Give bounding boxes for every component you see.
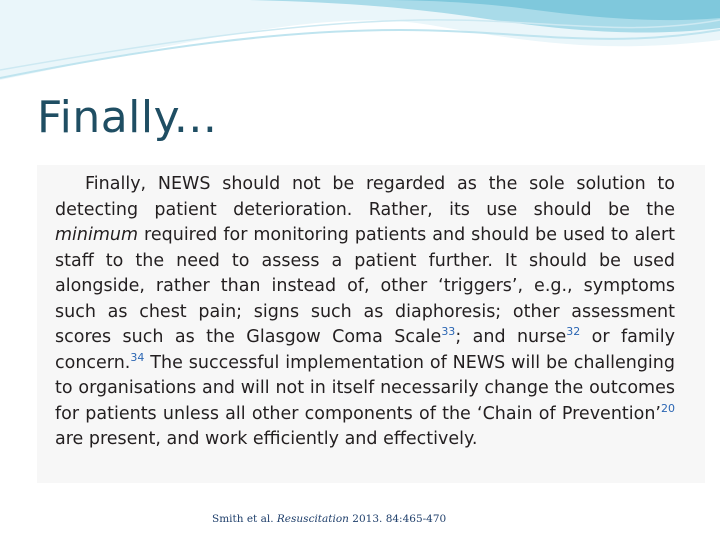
excerpt-paragraph — [55, 172, 675, 453]
citation-journal: Resuscitation — [276, 513, 349, 525]
reference-34[interactable]: 34 — [130, 350, 145, 364]
excerpt-text-5: The successful implementation of NEWS will be challenging to organisations and will not in itself necessarily change the outcomes for patients unless all other components of the ‘Chain of Prevention’ — [55, 352, 675, 424]
reference-33[interactable]: 33 — [441, 325, 456, 339]
excerpt-text-1: Finally, NEWS should not be regarded as the sole solution to detecting patient deterioration. Rather, its use should be the — [55, 174, 675, 220]
excerpt-text-6: are present, and work efficiently and effectively. — [55, 429, 478, 449]
paper-excerpt-image — [37, 165, 705, 483]
citation-authors: Smith et al. — [212, 513, 277, 525]
citation — [212, 513, 446, 525]
reference-20[interactable]: 20 — [661, 401, 675, 415]
citation-details: 2013. 84:465-470 — [348, 513, 447, 525]
excerpt-text-2: required for monitoring patients and should be used to alert staff to the need to assess a patient further. It should be used alongside, rather than instead of, other ‘triggers’, e.g., symptoms such as chest pain; signs such as diaphoresis; other assessment scores such as the Glasgow Coma Scale — [55, 225, 675, 347]
header-wave-decoration — [0, 0, 720, 100]
excerpt-text-3: ; and nurse — [455, 327, 567, 347]
excerpt-text-4: or family concern. — [55, 327, 675, 373]
reference-32[interactable]: 32 — [566, 325, 581, 339]
excerpt-emphasis: minimum — [55, 225, 139, 245]
slide-title: Finally... — [37, 92, 218, 143]
cropped-text-fragment — [55, 161, 255, 169]
